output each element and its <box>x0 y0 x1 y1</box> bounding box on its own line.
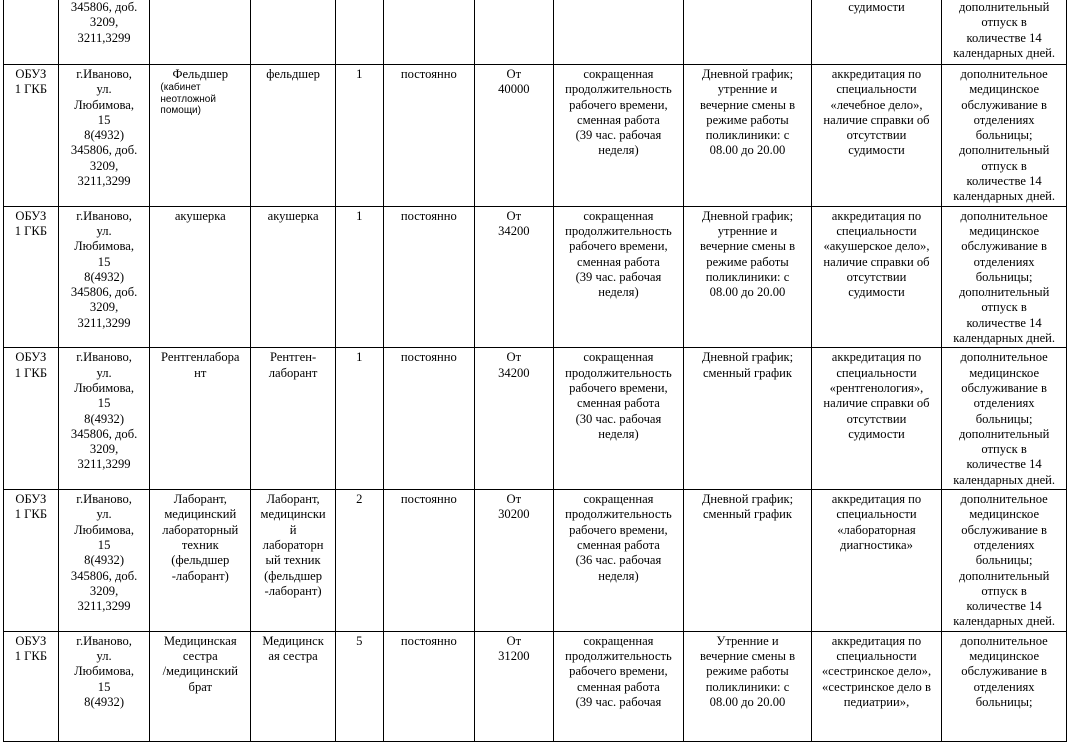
cell-schedule: Утренние и вечерние смены в режиме работы поликлиники: с 08.00 до 20.00 <box>684 631 811 741</box>
cell-benefits: дополнительное медицинское обслуживание в отделениях больницы; дополнительный отпуск в количестве 14 календарных дней. <box>942 490 1067 632</box>
cell-salary: От 34200 <box>475 348 553 490</box>
cell-benefits: дополнительное медицинское обслуживание в отделениях больницы; <box>942 631 1067 741</box>
table-row <box>4 631 1067 741</box>
cell-term: постоянно <box>383 348 475 490</box>
cell-address: г.Иваново, ул. Любимова, 15 8(4932) 345806, доб. 3209, 3211,3299 <box>58 65 150 207</box>
cell-term: постоянно <box>383 206 475 348</box>
cell-address: г.Иваново, ул. Любимова, 15 8(4932) 345806, доб. 3209, 3211,3299 <box>58 348 150 490</box>
cell-requirements: аккредитация по специальности «рентгенология», наличие справки об отсутствии судимости <box>811 348 942 490</box>
department-title: Фельдшер <box>172 67 229 81</box>
cell-salary: От 34200 <box>475 206 553 348</box>
cell-benefits: дополнительное медицинское обслуживание в отделениях больницы; дополнительный отпуск в количестве 14 календарных дней. <box>942 348 1067 490</box>
cell-org: ОБУЗ 1 ГКБ <box>4 206 59 348</box>
cell-benefits: дополнительный отпуск в количестве 14 календарных дней. <box>942 0 1067 65</box>
table-row <box>4 65 1067 207</box>
cell-department: акушерка <box>150 206 251 348</box>
cell-term: постоянно <box>383 490 475 632</box>
cell-benefits: дополнительное медицинское обслуживание в отделениях больницы; дополнительный отпуск в количестве 14 календарных дней. <box>942 206 1067 348</box>
vacancy-table-page <box>3 0 1067 742</box>
cell-address: 345806, доб. 3209, 3211,3299 <box>58 0 150 65</box>
cell-salary: От 40000 <box>475 65 553 207</box>
cell-salary <box>475 0 553 65</box>
cell-position: Медицинск ая сестра <box>251 631 336 741</box>
cell-position: Рентген- лаборант <box>251 348 336 490</box>
cell-term: постоянно <box>383 65 475 207</box>
cell-department <box>150 0 251 65</box>
cell-org: ОБУЗ 1 ГКБ <box>4 631 59 741</box>
cell-work-mode: сокращенная продолжительность рабочего времени, сменная работа (39 час. рабочая неделя) <box>553 65 684 207</box>
cell-position: фельдшер <box>251 65 336 207</box>
cell-org <box>4 0 59 65</box>
cell-count <box>335 0 383 65</box>
cell-count: 1 <box>335 206 383 348</box>
cell-schedule: Дневной график; сменный график <box>684 490 811 632</box>
table-row <box>4 0 1067 65</box>
cell-work-mode <box>553 0 684 65</box>
cell-count: 1 <box>335 348 383 490</box>
cell-requirements: аккредитация по специальности «сестринское дело», «сестринское дело в педиатрии», <box>811 631 942 741</box>
cell-schedule <box>684 0 811 65</box>
cell-schedule: Дневной график; утренние и вечерние смены в режиме работы поликлиники: с 08.00 до 20.00 <box>684 65 811 207</box>
cell-department <box>150 65 251 207</box>
cell-work-mode: сокращенная продолжительность рабочего времени, сменная работа (39 час. рабочая <box>553 631 684 741</box>
cell-work-mode: сокращенная продолжительность рабочего времени, сменная работа (36 час. рабочая неделя) <box>553 490 684 632</box>
cell-department: Медицинская сестра /медицинский брат <box>150 631 251 741</box>
cell-requirements: аккредитация по специальности «лечебное дело», наличие справки об отсутствии судимости <box>811 65 942 207</box>
cell-salary: От 30200 <box>475 490 553 632</box>
cell-schedule: Дневной график; утренние и вечерние смены в режиме работы поликлиники: с 08.00 до 20.00 <box>684 206 811 348</box>
cell-address: г.Иваново, ул. Любимова, 15 8(4932) <box>58 631 150 741</box>
cell-position <box>251 0 336 65</box>
cell-position: Лаборант, медицински й лабораторн ый техник (фельдшер -лаборант) <box>251 490 336 632</box>
cell-org: ОБУЗ 1 ГКБ <box>4 348 59 490</box>
cell-benefits: дополнительное медицинское обслуживание в отделениях больницы; дополнительный отпуск в количестве 14 календарных дней. <box>942 65 1067 207</box>
cell-term: постоянно <box>383 631 475 741</box>
cell-work-mode: сокращенная продолжительность рабочего времени, сменная работа (39 час. рабочая неделя) <box>553 206 684 348</box>
cell-position: акушерка <box>251 206 336 348</box>
cell-address: г.Иваново, ул. Любимова, 15 8(4932) 345806, доб. 3209, 3211,3299 <box>58 206 150 348</box>
cell-department: Лаборант, медицинский лабораторный техник (фельдшер -лаборант) <box>150 490 251 632</box>
cell-schedule: Дневной график; сменный график <box>684 348 811 490</box>
cell-org: ОБУЗ 1 ГКБ <box>4 65 59 207</box>
department-note: (кабинет неотложной помощи) <box>160 82 216 117</box>
table-row <box>4 348 1067 490</box>
cell-requirements: аккредитация по специальности «акушерское дело», наличие справки об отсутствии судимости <box>811 206 942 348</box>
cell-requirements: аккредитация по специальности «лабораторная диагностика» <box>811 490 942 632</box>
cell-requirements: судимости <box>811 0 942 65</box>
vacancy-table <box>3 0 1067 742</box>
cell-count: 5 <box>335 631 383 741</box>
cell-term <box>383 0 475 65</box>
table-row <box>4 490 1067 632</box>
cell-department: Рентгенлабора нт <box>150 348 251 490</box>
table-row <box>4 206 1067 348</box>
cell-org: ОБУЗ 1 ГКБ <box>4 490 59 632</box>
cell-count: 2 <box>335 490 383 632</box>
cell-address: г.Иваново, ул. Любимова, 15 8(4932) 345806, доб. 3209, 3211,3299 <box>58 490 150 632</box>
cell-count: 1 <box>335 65 383 207</box>
cell-work-mode: сокращенная продолжительность рабочего времени, сменная работа (30 час. рабочая неделя) <box>553 348 684 490</box>
cell-salary: От 31200 <box>475 631 553 741</box>
